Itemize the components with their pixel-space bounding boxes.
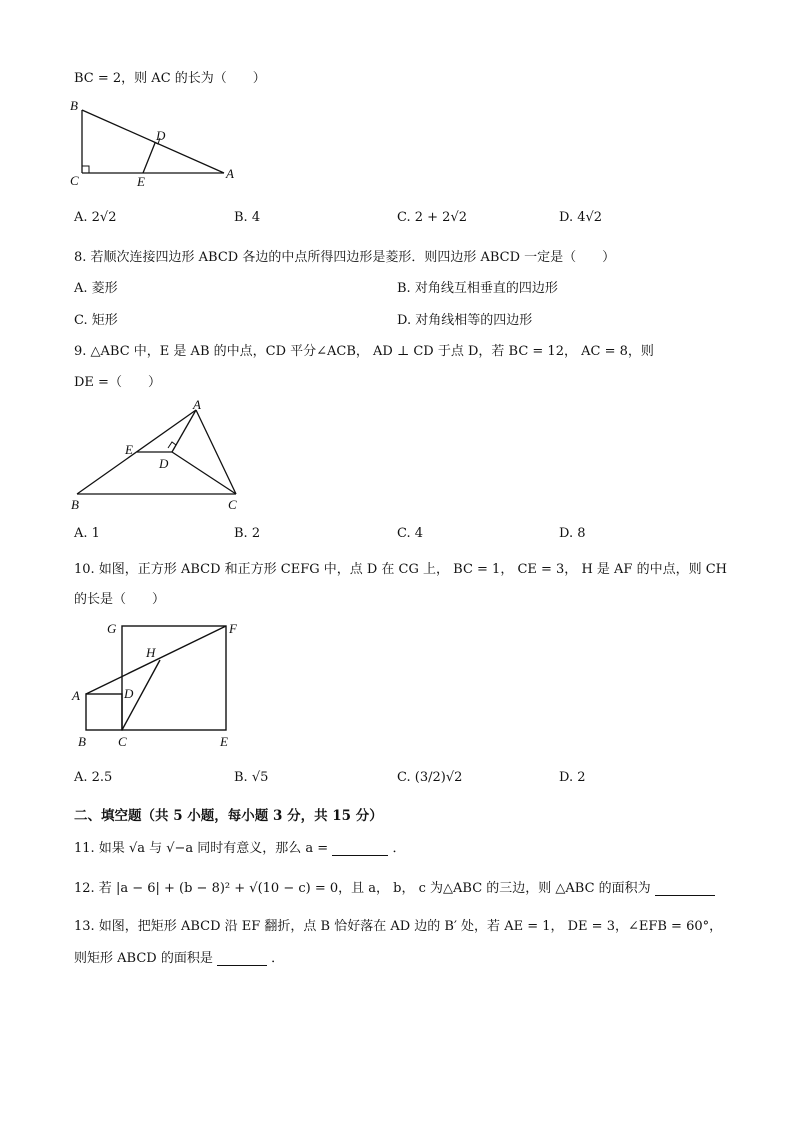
q7-option-d: D. 4√2 — [559, 210, 603, 225]
q12-line — [74, 877, 715, 896]
q9-stem-line2: DE =（ ） — [74, 375, 161, 390]
q7-option-c: C. 2 + 2√2 — [397, 210, 468, 225]
q10-label-d: D — [124, 686, 134, 701]
q7-option-a: A. 2√2 — [74, 210, 117, 225]
q7-label-b: B — [70, 98, 78, 113]
q9-label-d: D — [159, 456, 169, 471]
q8-stem: 8. 若顺次连接四边形 ABCD 各边的中点所得四边形是菱形．则四边形 ABCD 一定是（ ） — [74, 250, 616, 265]
q9-label-e: E — [125, 442, 133, 457]
q13-line1: 13. 如图，把矩形 ABCD 沿 EF 翻折，点 B 恰好落在 AD 边的 B′ 处，若 AE = 1， DE = 3，∠EFB = 60°， — [74, 919, 723, 934]
q9-option-d: D. 8 — [559, 526, 586, 541]
q7-label-d: D — [156, 128, 166, 143]
q11-answer-blank[interactable] — [332, 843, 388, 856]
q10-label-b: B — [78, 734, 86, 749]
q10-label-e: E — [220, 734, 228, 749]
q13-line2-wrap — [74, 947, 284, 966]
q10-label-g: G — [107, 621, 117, 636]
section2-title: 二、填空题（共 5 小题，每小题 3 分，共 15 分） — [74, 808, 383, 824]
q13-answer-blank[interactable] — [217, 953, 267, 966]
q7-label-c: C — [70, 173, 79, 188]
q7-label-a: A — [226, 166, 234, 181]
q8-option-a: A. 菱形 — [74, 281, 118, 296]
q10-label-h: H — [146, 645, 156, 660]
q8-option-c: C. 矩形 — [74, 313, 118, 328]
q10-label-a: A — [72, 688, 80, 703]
q13-line2: 则矩形 ABCD 的面积是 — [74, 951, 213, 966]
q10-stem-line2: 的长是（ ） — [74, 592, 166, 607]
q9-stem-line1: 9. △ABC 中，E 是 AB 的中点，CD 平分∠ACB， AD ⊥ CD 于点 D，若 BC = 12， AC = 8，则 — [74, 344, 654, 359]
q11-end: ． — [392, 841, 406, 856]
q10-label-c: C — [118, 734, 127, 749]
q10-label-f: F — [229, 621, 237, 636]
q10-option-a: A. 2.5 — [74, 770, 113, 785]
q12-answer-blank[interactable] — [655, 883, 715, 896]
q10-option-c: C. (3/2)√2 — [397, 770, 463, 785]
q11-line — [74, 837, 406, 856]
q9-label-b: B — [71, 497, 79, 512]
q10-option-b: B. √5 — [234, 770, 269, 785]
q9-option-b: B. 2 — [234, 526, 261, 541]
q8-option-b: B. 对角线互相垂直的四边形 — [397, 281, 558, 296]
q11-text: 11. 如果 √a 与 √−a 同时有意义，那么 a = — [74, 841, 329, 856]
q10-stem-line1: 10. 如图，正方形 ABCD 和正方形 CEFG 中，点 D 在 CG 上， BC = 1， CE = 3， H 是 AF 的中点，则 CH — [74, 562, 728, 577]
q9-option-a: A. 1 — [74, 526, 100, 541]
q13-end: ． — [271, 951, 285, 966]
q7-stem: BC = 2，则 AC 的长为（ ） — [74, 71, 266, 86]
q10-option-d: D. 2 — [559, 770, 586, 785]
q7-label-e: E — [137, 174, 145, 189]
q7-option-b: B. 4 — [234, 210, 261, 225]
q12-text: 12. 若 |a − 6| + (b − 8)² + √(10 − c) = 0，且 a， b， c 为△ABC 的三边，则 △ABC 的面积为 — [74, 881, 651, 896]
q8-option-d: D. 对角线相等的四边形 — [397, 313, 533, 328]
q9-option-c: C. 4 — [397, 526, 424, 541]
q9-label-a: A — [193, 397, 201, 412]
q9-label-c: C — [228, 497, 237, 512]
